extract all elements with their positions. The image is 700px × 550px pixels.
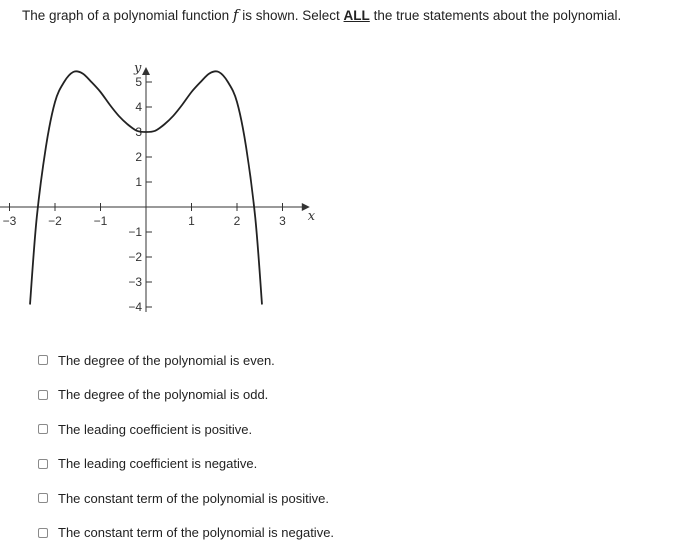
checkbox[interactable] <box>38 355 48 365</box>
question-suffix: the true statements about the polynomial. <box>374 8 622 23</box>
checkbox[interactable] <box>38 493 48 503</box>
y-tick-label: 5 <box>135 75 142 89</box>
checkbox[interactable] <box>38 390 48 400</box>
y-axis-arrow <box>142 67 150 75</box>
option-label: The leading coefficient is negative. <box>58 456 257 471</box>
x-tick-label: 1 <box>188 214 195 228</box>
x-tick-label: −1 <box>94 214 108 228</box>
y-tick-label: −2 <box>128 250 142 264</box>
function-name: f <box>233 6 239 24</box>
option-label: The leading coefficient is positive. <box>58 422 252 437</box>
answer-option[interactable] <box>38 447 334 482</box>
x-tick-label: 2 <box>234 214 241 228</box>
axis-ticks <box>3 75 287 314</box>
answer-option[interactable] <box>38 516 334 550</box>
option-label: The constant term of the polynomial is negative. <box>58 525 334 540</box>
y-tick-label: 2 <box>135 150 142 164</box>
checkbox[interactable] <box>38 424 48 434</box>
y-tick-label: 1 <box>135 175 142 189</box>
axes <box>0 67 310 312</box>
y-axis-label: y <box>133 61 142 76</box>
y-tick-label: 4 <box>135 100 142 114</box>
checkbox[interactable] <box>38 459 48 469</box>
answer-options <box>38 343 334 550</box>
option-label: The constant term of the polynomial is positive. <box>58 491 329 506</box>
y-tick-label: 3 <box>135 125 142 139</box>
question-prefix: The graph of a polynomial function <box>22 8 229 23</box>
x-tick-label: −3 <box>3 214 17 228</box>
answer-option[interactable] <box>38 378 334 413</box>
option-label: The degree of the polynomial is even. <box>58 353 275 368</box>
checkbox[interactable] <box>38 528 48 538</box>
answer-option[interactable] <box>38 343 334 378</box>
option-label: The degree of the polynomial is odd. <box>58 387 268 402</box>
question-middle: is shown. Select <box>242 8 340 23</box>
answer-option[interactable] <box>38 412 334 447</box>
question-emphasis: ALL <box>344 8 370 23</box>
y-tick-label: −3 <box>128 275 142 289</box>
x-tick-label: −2 <box>48 214 62 228</box>
x-axis-label: x <box>308 209 316 224</box>
x-tick-label: 3 <box>279 214 286 228</box>
answer-option[interactable] <box>38 481 334 516</box>
y-tick-label: −1 <box>128 225 142 239</box>
y-tick-label: −4 <box>128 300 142 314</box>
